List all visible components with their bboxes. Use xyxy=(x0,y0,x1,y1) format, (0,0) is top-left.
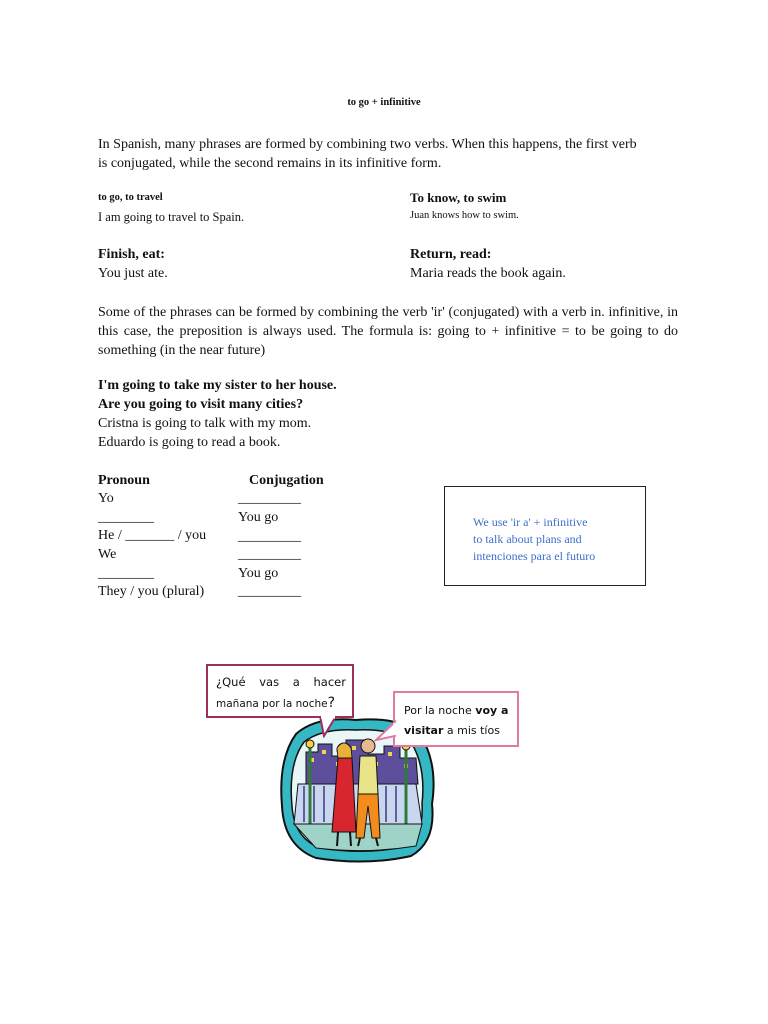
sentence-4: Eduardo is going to read a book. xyxy=(98,435,281,450)
speech-bubble-question xyxy=(206,664,354,718)
conjugation-cell: _________ xyxy=(238,491,301,506)
example-sentence-return: Maria reads the book again. xyxy=(410,266,566,281)
sentence-1: I'm going to take my sister to her house. xyxy=(98,378,337,393)
example-heading-return: Return, read: xyxy=(410,247,492,262)
bubble-word: ¿Qué xyxy=(216,675,246,689)
conjugation-cell: You go xyxy=(238,566,279,581)
intro-line-2: is conjugated, while the second remains in its infinitive form. xyxy=(98,156,442,171)
conjugation-cell: _________ xyxy=(238,547,301,562)
example-sentence-finish: You just ate. xyxy=(98,266,168,281)
bubble-word: vas xyxy=(259,675,280,689)
conjugation-cell: _________ xyxy=(238,584,301,599)
conjugation-header: Conjugation xyxy=(249,473,324,488)
bubble-answer-line-1 xyxy=(404,704,508,717)
bubble-answer-text: a mis tíos xyxy=(443,724,500,737)
bubble-answer-emphasis: voy a xyxy=(475,704,509,717)
example-sentence-know: Juan knows how to swim. xyxy=(410,210,519,221)
conjugation-cell: You go xyxy=(238,510,279,525)
example-heading-know: To know, to swim xyxy=(410,190,507,205)
pronoun-cell: They / you (plural) xyxy=(98,584,205,599)
bubble-answer-text: Por la noche xyxy=(404,704,476,717)
conjugation-cell: _________ xyxy=(238,529,301,544)
pronoun-cell: He / _______ / you xyxy=(98,528,207,543)
bubble-answer-emphasis: visitar xyxy=(404,724,444,737)
bubble-word: hacer xyxy=(313,675,346,689)
sentence-3: Cristna is going to talk with my mom. xyxy=(98,416,312,431)
formula-paragraph: Some of the phrases can be formed by combining the verb 'ir' (conjugated) with a verb in. infinitive, in this case, the preposition is always used. The formula is: going to + infinitive = to be going to do something (in the near future) xyxy=(98,305,678,358)
note-line-2-text: to talk about plans and xyxy=(473,532,582,546)
pronoun-header: Pronoun xyxy=(98,473,150,488)
note-line-1: We use 'ir a' + infinitive xyxy=(473,515,588,529)
bubble-word: a xyxy=(292,675,300,689)
pronoun-cell: We xyxy=(98,547,117,562)
bubble-tail-answer xyxy=(374,720,398,742)
page-title: to go + infinitive xyxy=(347,97,421,108)
speech-bubble-answer xyxy=(393,691,519,747)
example-sentence-travel: I am going to travel to Spain. xyxy=(98,210,245,224)
example-heading-finish: Finish, eat: xyxy=(98,247,165,262)
question-mark: ? xyxy=(327,695,336,711)
bubble-answer-line-2 xyxy=(404,724,500,737)
intro-line-1: In Spanish, many phrases are formed by combining two verbs. When this happens, the first verb xyxy=(98,137,637,152)
note-box xyxy=(444,486,646,586)
intro-paragraph xyxy=(98,135,658,173)
bubble-tail-question xyxy=(318,716,340,738)
sentence-2: Are you going to visit many cities? xyxy=(98,397,304,412)
bubble-question-line-2 xyxy=(216,695,335,711)
note-line-3: intenciones para el futuro xyxy=(473,549,596,563)
pronoun-cell: Yo xyxy=(98,491,114,506)
note-line-2 xyxy=(473,531,613,548)
pronoun-cell: ________ xyxy=(98,566,154,581)
bubble-question-line-1 xyxy=(216,675,346,689)
bubble-question-text: mañana por la noche xyxy=(216,698,328,710)
note-text xyxy=(473,514,613,565)
example-heading-travel: to go, to travel xyxy=(98,192,163,203)
pronoun-cell: ________ xyxy=(98,510,154,525)
